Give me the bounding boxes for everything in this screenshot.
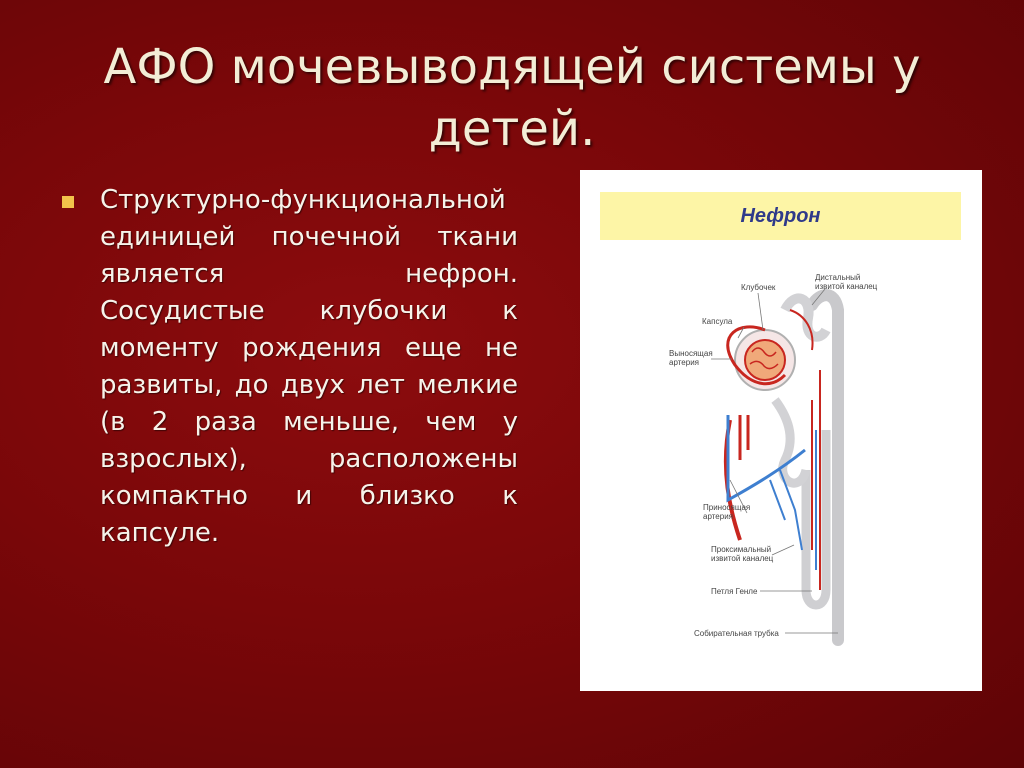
glomerulus-shape bbox=[745, 340, 785, 380]
label-glomerulus: Клубочек bbox=[741, 283, 776, 292]
slide-body-text: Структурно-функциональной единицей почечной ткани является нефрон. Сосудистые клубочки к моменту рождения еще не развиты, до двух лет мелкие (в 2 раза меньше, чем у взрослых), расположены компактно и близко к капсуле. bbox=[100, 185, 518, 548]
label-afferent-line1: Приносящая bbox=[703, 503, 751, 512]
nephron-diagram bbox=[580, 170, 982, 691]
label-efferent-line2: артерия bbox=[669, 358, 699, 367]
figure-title: Нефрон bbox=[740, 205, 821, 227]
label-distal-line2: извитой каналец bbox=[815, 282, 878, 291]
nephron-figure bbox=[580, 170, 982, 691]
label-capsule: Капсула bbox=[702, 317, 733, 326]
label-afferent-line2: артерия bbox=[703, 512, 733, 521]
label-proximal-line1: Проксимальный bbox=[711, 545, 772, 554]
label-collecting: Собирательная трубка bbox=[694, 629, 779, 638]
label-proximal-line2: извитой каналец bbox=[711, 554, 774, 563]
bullet-marker bbox=[62, 196, 74, 208]
slide-title: АФО мочевыводящей системы у детей. bbox=[103, 39, 921, 157]
label-henle: Петля Генле bbox=[711, 587, 758, 596]
label-distal-line1: Дистальный bbox=[815, 273, 861, 282]
label-efferent-line1: Выносящая bbox=[669, 349, 713, 358]
